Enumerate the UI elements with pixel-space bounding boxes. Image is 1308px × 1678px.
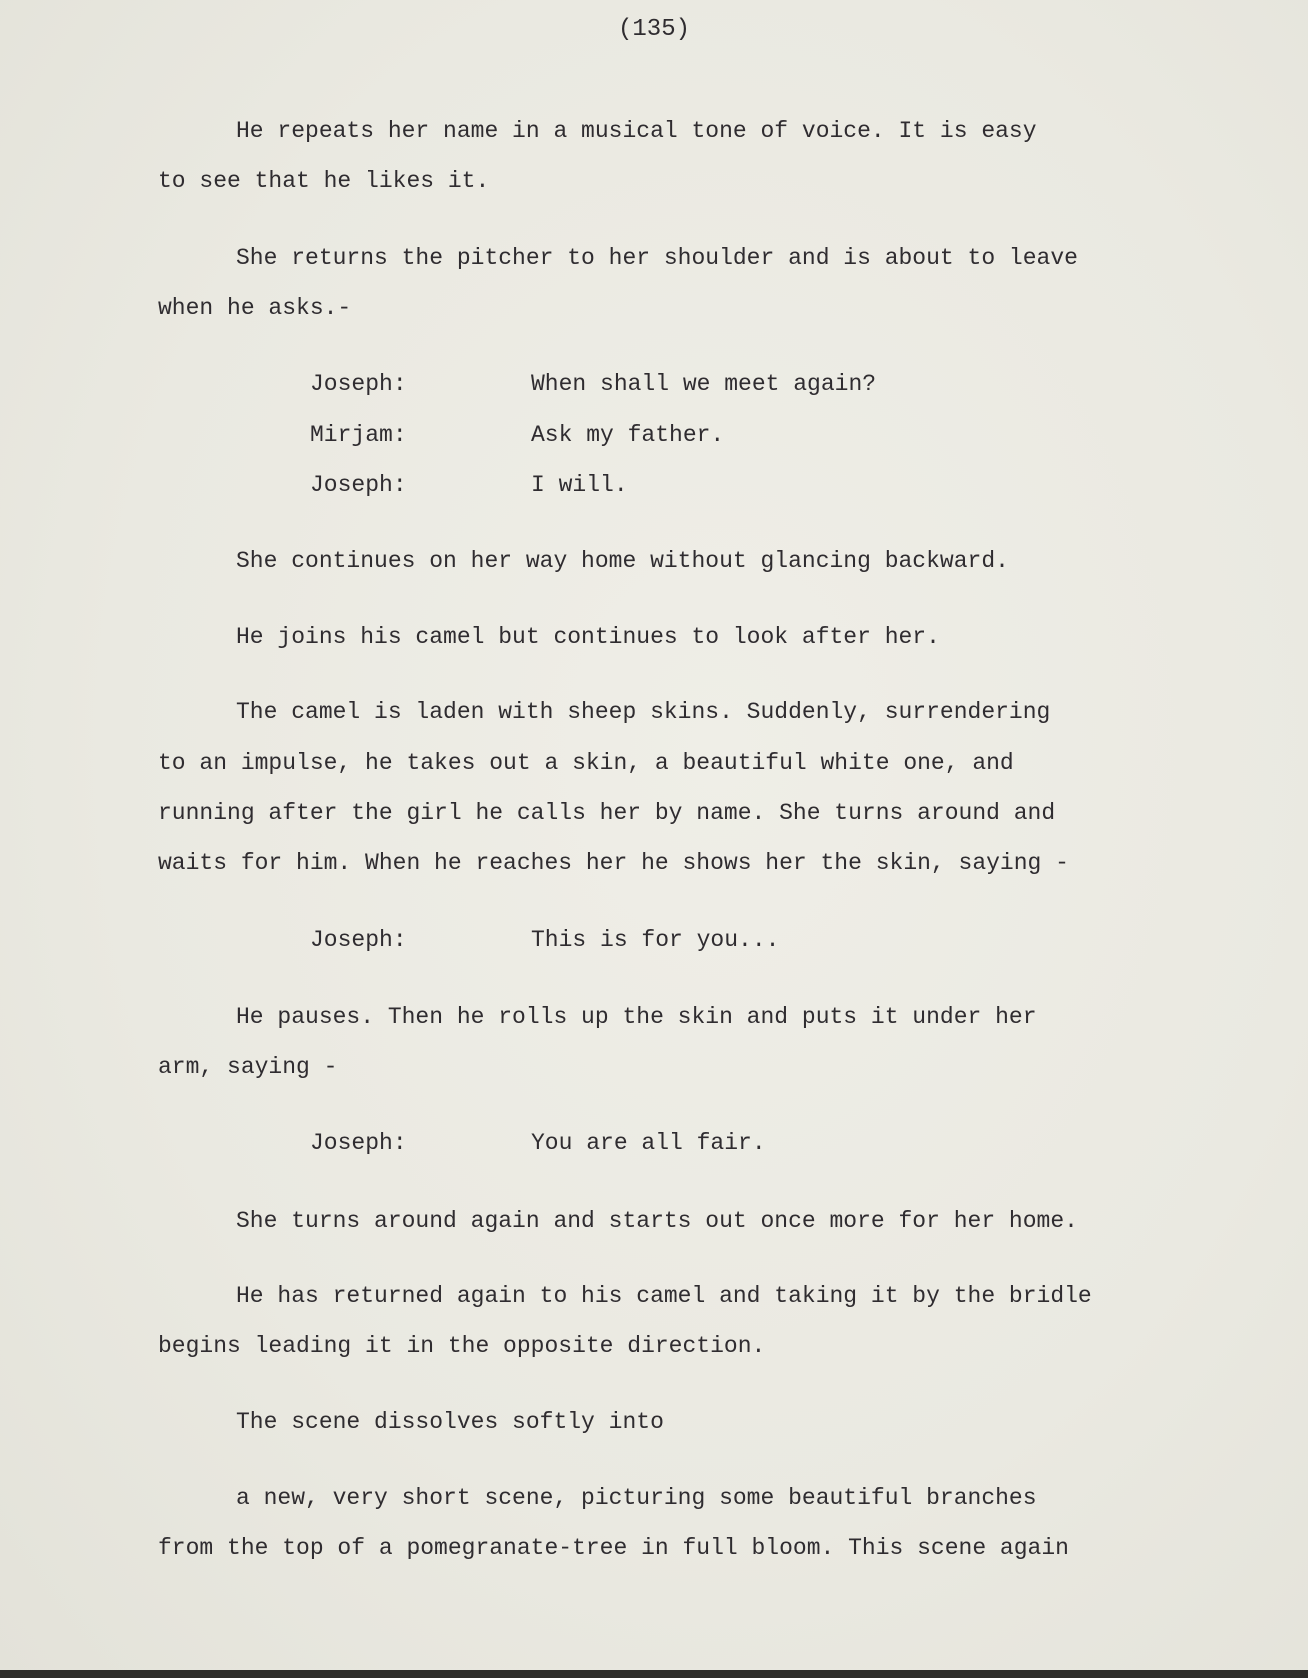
- dialogue-speech: When shall we meet again?: [531, 371, 877, 397]
- text-line: begins leading it in the opposite direction.: [158, 1333, 766, 1359]
- dialogue-speech: You are all fair.: [531, 1130, 766, 1156]
- dialogue-speech: This is for you...: [531, 927, 780, 953]
- dialogue-speaker: Joseph:: [310, 371, 407, 397]
- text-line: when he asks.-: [158, 295, 352, 321]
- text-line: The camel is laden with sheep skins. Suddenly, surrendering: [236, 699, 1051, 725]
- text-line: She turns around again and starts out once more for her home.: [236, 1208, 1078, 1234]
- text-line: He pauses. Then he rolls up the skin and puts it under her: [236, 1004, 1037, 1030]
- text-line: She continues on her way home without glancing backward.: [236, 548, 1009, 574]
- text-line: He repeats her name in a musical tone of voice. It is easy: [236, 118, 1037, 144]
- dialogue-speech: Ask my father.: [531, 422, 725, 448]
- dialogue-speaker: Joseph:: [310, 927, 407, 953]
- page-number: (135): [617, 16, 690, 43]
- text-line: running after the girl he calls her by name. She turns around and: [158, 800, 1056, 826]
- scan-bottom-edge: [0, 1670, 1308, 1678]
- dialogue-speaker: Mirjam:: [310, 422, 407, 448]
- text-line: arm, saying -: [158, 1054, 338, 1080]
- text-line: to see that he likes it.: [158, 168, 490, 194]
- text-line: The scene dissolves softly into: [236, 1409, 664, 1435]
- text-line: a new, very short scene, picturing some beautiful branches: [236, 1485, 1037, 1511]
- dialogue-speech: I will.: [531, 472, 628, 498]
- text-line: She returns the pitcher to her shoulder and is about to leave: [236, 245, 1078, 271]
- text-line: waits for him. When he reaches her he shows her the skin, saying -: [158, 850, 1069, 876]
- text-line: to an impulse, he takes out a skin, a beautiful white one, and: [158, 750, 1014, 776]
- dialogue-speaker: Joseph:: [310, 1130, 407, 1156]
- text-line: He has returned again to his camel and taking it by the bridle: [236, 1283, 1092, 1309]
- text-line: He joins his camel but continues to look after her.: [236, 624, 940, 650]
- dialogue-speaker: Joseph:: [310, 472, 407, 498]
- text-line: from the top of a pomegranate-tree in full bloom. This scene again: [158, 1535, 1069, 1561]
